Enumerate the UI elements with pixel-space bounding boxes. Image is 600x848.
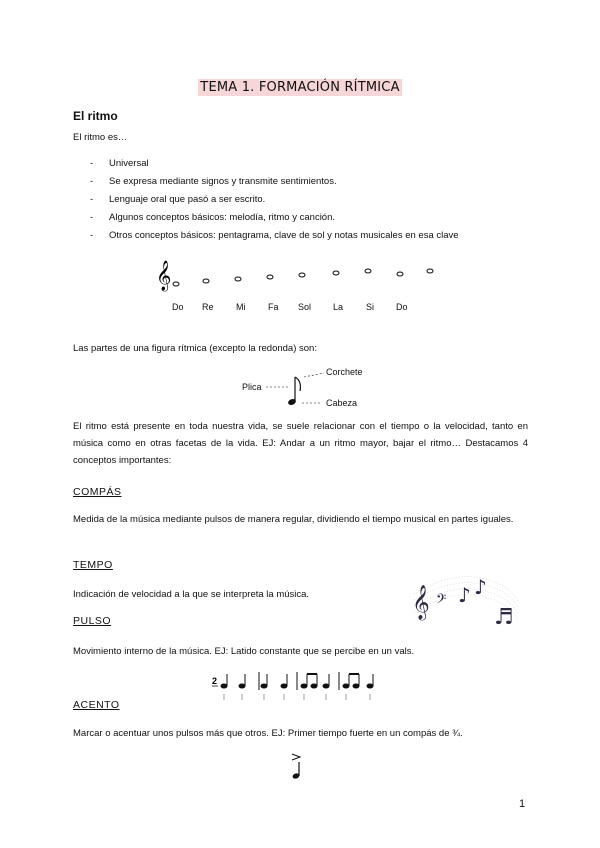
- note-parts-figure: [240, 363, 380, 411]
- quarter-note-icon: [367, 684, 373, 688]
- note-label: Sol: [298, 302, 312, 312]
- note-head: [397, 272, 403, 276]
- page-number: 1: [519, 798, 526, 810]
- section-text-pulso: Movimiento interno de la música. EJ: Latido constante que se percibe en un vals.: [73, 646, 415, 657]
- treble-clef-icon: 𝄞: [412, 585, 430, 620]
- music-notes-decoration: [410, 572, 520, 630]
- note-head: [235, 277, 241, 281]
- note-names-figure: [150, 258, 450, 318]
- list-item: - Universal: [73, 155, 459, 173]
- parts-intro-text: Las partes de una figura rítmica (excepto la redonda) son:: [73, 343, 317, 354]
- plica-label: Plica: [242, 382, 262, 392]
- note-head: [299, 273, 305, 277]
- list-item: - Se expresa mediante signos y transmite sentimientos.: [73, 173, 459, 191]
- eighth-note-icon: ♪: [458, 583, 471, 607]
- note-label: Fa: [268, 302, 279, 312]
- note-head: [365, 269, 371, 273]
- quarter-note-icon: [323, 684, 329, 688]
- section-text-compas: Medida de la música mediante pulsos de manera regular, dividiendo el tiempo musical en partes iguales.: [73, 514, 514, 525]
- quarter-note-icon: [221, 684, 227, 688]
- note-label: Do: [172, 302, 184, 312]
- note-head: [173, 282, 179, 286]
- beamed-notes-icon: ♬: [494, 605, 514, 630]
- section-heading-compas: COMPÁS: [73, 486, 122, 498]
- note-label: La: [333, 302, 344, 312]
- list-item: - Lenguaje oral que pasó a ser escrito.: [73, 191, 459, 209]
- quarter-note-icon: [239, 684, 245, 688]
- section-heading-ritmo: El ritmo: [73, 109, 118, 123]
- treble-clef-icon: 𝄞: [156, 261, 172, 291]
- section-text-acento: Marcar o acentuar unos pulsos más que otros. EJ: Primer tiempo fuerte en un compás de ¾.: [73, 728, 463, 739]
- document-title: TEMA 1. FORMACIÓN RÍTMICA: [200, 80, 400, 95]
- quarter-note-icon: [281, 684, 287, 688]
- list-item: - Otros conceptos básicos: pentagrama, clave de sol y notas musicales en esa clave: [73, 227, 459, 245]
- eighth-note-icon: [301, 684, 307, 688]
- pointer-line: [304, 373, 324, 377]
- list-item: - Algunos conceptos básicos: melodía, ritmo y canción.: [73, 209, 459, 227]
- intro-text: El ritmo es…: [73, 132, 128, 143]
- corchete-label: Corchete: [326, 367, 363, 377]
- eighth-note-icon: [353, 684, 359, 688]
- quarter-note-icon: [261, 684, 267, 688]
- bass-clef-icon: 𝄢: [436, 591, 447, 610]
- note-head: [203, 279, 209, 283]
- note-flag-icon: [295, 377, 300, 391]
- note-label: Re: [202, 302, 214, 312]
- note-label: Do: [396, 302, 408, 312]
- accent-mark-icon: [292, 754, 300, 760]
- section-heading-tempo: TEMPO: [73, 559, 113, 571]
- section-heading-acento: ACENTO: [73, 699, 120, 711]
- concept-list: [73, 155, 459, 245]
- note-head: [333, 271, 339, 275]
- section-heading-pulso: PULSO: [73, 615, 112, 627]
- eighth-note-icon: [311, 684, 317, 688]
- note-head: [267, 275, 273, 279]
- rhythm-example: [210, 668, 390, 704]
- note-head: [427, 269, 433, 273]
- cabeza-label: Cabeza: [326, 398, 358, 408]
- note-label: Si: [366, 302, 375, 312]
- rhythm-paragraph: El ritmo está presente en toda nuestra vida, se suele relacionar con el tiempo o la velocidad, tanto en música como en otras facetas de la vida. EJ: Andar a un ritmo mayor, bajar el ritmo… Destacamos 4 conceptos importantes:: [73, 421, 528, 466]
- eighth-note-icon: ♪: [474, 575, 487, 599]
- section-text-tempo: Indicación de velocidad a la que se interpreta la música.: [73, 589, 310, 600]
- note-label: Mi: [236, 302, 246, 312]
- accent-note-figure: [288, 752, 308, 782]
- eighth-note-icon: [343, 684, 349, 688]
- time-signature: 2: [212, 676, 218, 686]
